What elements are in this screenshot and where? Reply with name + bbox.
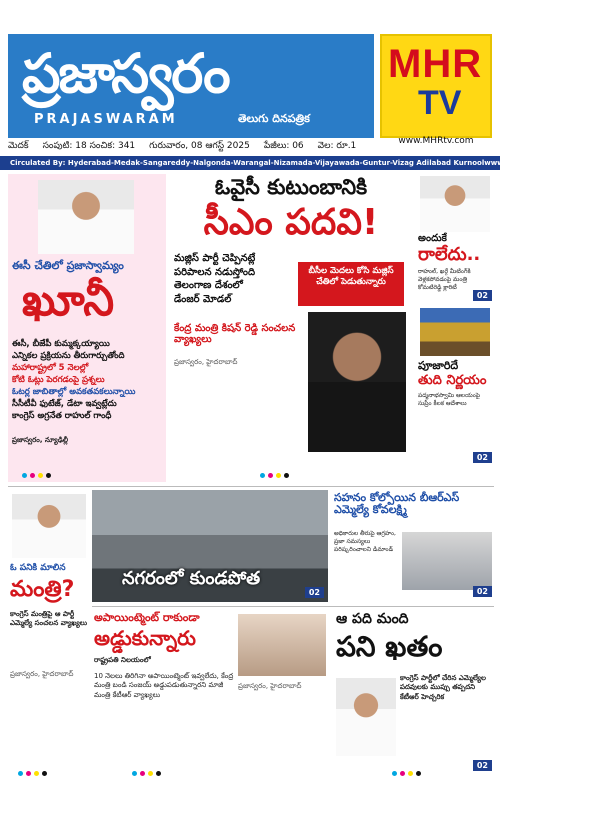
circulation-text: Circulated By: Hyderabad-Medak-Sangareddy-Nalgonda-Warangal-Nizamada-Vijayawada-Guntur-Vizag Adilabad Kurnool (10, 159, 485, 167)
center-story[interactable] (170, 174, 410, 482)
color-register-dots (260, 473, 289, 478)
left-story-point: సీసీటీవీ ఫుటేజ్, డేటా ఇవ్వట్లేదు (12, 398, 117, 409)
left-story[interactable] (8, 174, 166, 482)
kovalakshmi-story[interactable] (332, 490, 494, 602)
page-ref-badge[interactable]: 02 (473, 586, 492, 597)
issue-price: వెల: రూ.1 (317, 141, 357, 151)
kovalakshmi-photo (402, 532, 492, 590)
color-register-dots (392, 771, 421, 776)
center-story-point: పరిపాలన నడుస్తోంది (174, 266, 256, 278)
rain-story[interactable] (92, 490, 328, 602)
left-story-headline: ఖూనీ (22, 275, 115, 326)
left-story-point: ఈసీ, బీజేపీ కుమ్మక్కయ్యాయి (12, 339, 110, 349)
right-mid-headline: తుది నిర్ణయం (418, 373, 487, 388)
center-story-byline: ప్రజాస్వరం, హైదరాబాద్ (174, 358, 238, 366)
center-story-quote: కేంద్ర మంత్రి కిషన్ రెడ్డి సంచలన వ్యాఖ్యలు (174, 323, 296, 345)
tv-logo-tv: TV (418, 84, 462, 122)
temple-photo (420, 308, 490, 356)
issue-volume: సంపుటి: 18 సంచిక: 341 (42, 141, 136, 151)
mla-photo (12, 494, 86, 558)
appointment-text: 10 నెలలు తిరిగినా అపాయింట్మెంట్ ఇవ్వలేదు, కేంద్ర మంత్రి బండి సంజయ్ అడ్డుపడుతున్నారని మాజీ మంత్రి కేటీఆర్ వ్యాఖ్యలు (94, 672, 234, 699)
masthead-tagline: తెలుగు దినపత్రిక (238, 112, 310, 125)
right-top-text: రాహుల్, ఖర్గే మీటింగ్‌కి వెళ్లకపోవడంపై మంత్రి కోమటిరెడ్డి క్లారిటీ (418, 268, 471, 292)
color-register-dots (18, 771, 47, 776)
rahul-gandhi-photo (38, 180, 134, 254)
page-ref-badge[interactable]: 02 (473, 760, 492, 771)
left-story-kicker: ఈసీ చేతిలో ప్రజాస్వామ్యం (12, 259, 124, 272)
center-story-points (174, 254, 294, 308)
section-divider (8, 486, 494, 487)
circulation-bar (0, 156, 594, 170)
appointment-sub: రాష్ట్రపతి నిలయంలో (94, 656, 151, 664)
appointment-byline: ప్రజాస్వరం, హైదరాబాద్ (238, 682, 302, 690)
page-ref-badge[interactable]: 02 (473, 452, 492, 463)
right-mid-story[interactable] (416, 306, 494, 482)
left-story-byline: ప్రజాస్వరం, న్యూఢిల్లీ (12, 436, 69, 444)
mantri-kicker: ఓ పనికి మాలిన (10, 563, 66, 573)
right-top-story[interactable] (416, 174, 494, 304)
masthead-roman-title: PRAJASWARAM (34, 112, 178, 127)
masthead-logo: ప్రజాస్వరం (22, 42, 229, 105)
page-ref-badge[interactable]: 02 (473, 290, 492, 301)
kishan-reddy-photo (308, 312, 406, 452)
issue-date: గురువారం, 08 ఆగస్ట్ 2025 (149, 141, 250, 151)
mantri-story[interactable] (8, 490, 90, 780)
left-story-point: కాంగ్రెస్ అగ్రనేత రాహుల్ గాంధీ (12, 410, 112, 421)
right-top-kicker: అందుకే (418, 233, 447, 244)
center-story-point: మజ్లిస్ పార్టీ చెప్పినట్లే (174, 253, 256, 264)
center-story-point: తెలంగాణ దేశంలో (174, 280, 243, 291)
left-story-point: ఓటర్ల జాబితాల్లో అవకతవకలున్నాయి (12, 386, 136, 397)
pani-kicker: ఆ పది మంది (336, 611, 409, 627)
issue-info-bar (8, 140, 374, 154)
masthead (8, 34, 374, 138)
right-top-headline: రాలేదు.. (418, 244, 481, 265)
appointment-headline: అడ్డుకున్నారు (94, 626, 196, 650)
color-register-dots (22, 473, 51, 478)
pani-headline: పని ఖతం (336, 630, 443, 663)
kovalakshmi-text: అధికారుల తీరుపై ఆగ్రహం, ప్రజా సమస్యలు పరిష్కరించాలని డిమాండ్ (334, 530, 396, 554)
left-story-point: ఎన్నికల ప్రక్రియను తీరుగార్చుతోంది (12, 350, 125, 361)
tv-url[interactable]: www.MHRtv.com (398, 136, 474, 146)
mhr-tv-logo[interactable] (380, 34, 492, 138)
ktr-photo (336, 678, 396, 756)
tv-logo-mhr: MHR (388, 42, 483, 86)
mantri-byline: ప్రజాస్వరం, హైదరాబాద్ (10, 670, 74, 678)
appointment-story[interactable] (92, 610, 328, 780)
left-story-point: కోటి ఓట్లు పెరగడంపై ప్రశ్నలు (12, 374, 105, 385)
left-story-points (12, 340, 164, 423)
circulation-site[interactable]: www.prajaswaramdaily.com (484, 159, 594, 167)
issue-pages: పేజీలు: 06 (263, 141, 304, 151)
rain-headline: నగరంలో కుండపోత (122, 568, 261, 589)
center-story-callout: బీసీల మెదలు కోసి మజ్లిస్ చేతిలో పెడుతున్నారు (298, 262, 404, 306)
page-ref-badge[interactable]: 02 (305, 587, 324, 598)
center-story-kicker: ఓవైసీ కుటుంబానికి (214, 175, 368, 199)
kovalakshmi-headline: సహనం కోల్పోయిన బీఆర్ఎస్ ఎమ్మెల్యే కోవలక్ష్మి (334, 491, 460, 516)
left-story-point: మహారాష్ట్రలో 5 నెలల్లో (12, 362, 89, 373)
komatireddy-photo (420, 176, 490, 232)
mantri-text: కాంగ్రెస్ మంత్రిపై ఆ పార్టీ ఎమ్మెల్యే సంచలన వ్యాఖ్యలు (10, 610, 88, 628)
pani-story[interactable] (332, 610, 494, 780)
right-mid-text: పద్మనాభస్వామి ఆలయంపై సుప్రీం కీలక ఆదేశాలు (418, 392, 481, 408)
pani-text: కాంగ్రెస్ పార్టీలో చేరిన ఎమ్మెల్యేల పదవులకు ముప్పు తప్పదని కేటీఆర్ హెచ్చరిక (400, 674, 486, 701)
section-divider (92, 606, 494, 607)
color-register-dots (132, 771, 161, 776)
center-story-headline: సీఎం పదవి! (203, 202, 379, 243)
mantri-headline: మంత్రి? (10, 577, 75, 602)
issue-place: మెదక్ (8, 141, 29, 151)
appointment-kicker: అపాయింట్మెంట్ రాకుండా (94, 611, 200, 624)
right-mid-kicker: పూజారిదే (418, 359, 459, 372)
ktr-meeting-photo (238, 614, 326, 676)
center-story-point: డేంజర్ మోడల్ (174, 293, 232, 305)
